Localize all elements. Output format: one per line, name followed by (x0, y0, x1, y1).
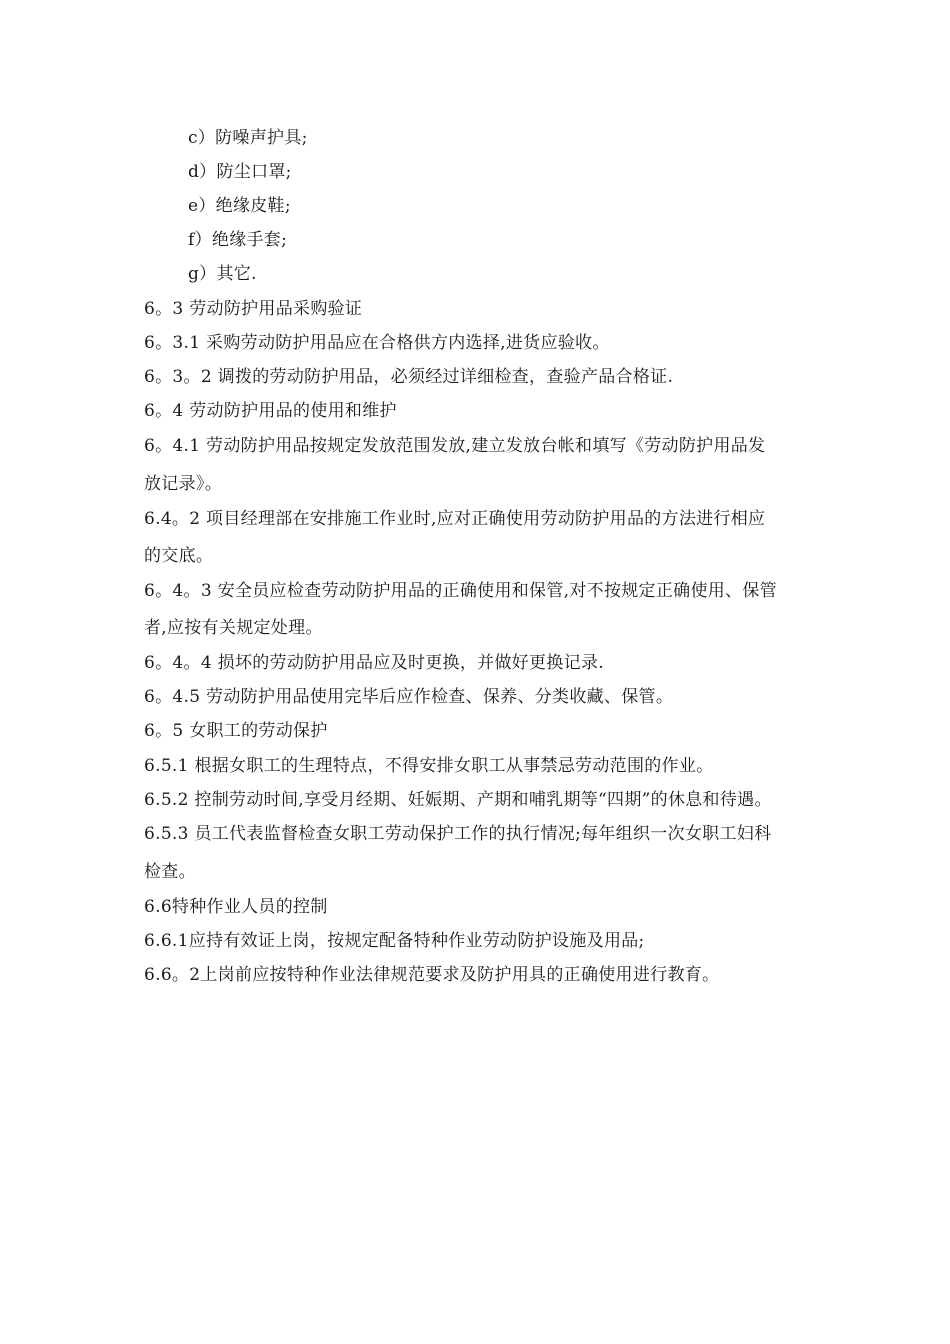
paragraph-6-4-4: 6。4。4 损坏的劳动防护用品应及时更换，并做好更换记录. (144, 653, 604, 673)
paragraph-6-5-1: 6.5.1 根据女职工的生理特点，不得安排女职工从事禁忌劳动范围的作业。 (144, 756, 714, 776)
list-item-g: g）其它. (188, 264, 257, 284)
paragraph-6-4-1-cont: 放记录》。 (144, 474, 222, 494)
paragraph-6-5-3-cont: 检查。 (144, 862, 196, 882)
section-heading-6-3: 6。3 劳动防护用品采购验证 (144, 299, 363, 319)
paragraph-6-6-2: 6.6。2上岗前应按特种作业法律规范要求及防护用具的正确使用进行教育。 (144, 965, 720, 985)
paragraph-6-5-2: 6.5.2 控制劳动时间,享受月经期、妊娠期、产期和哺乳期等“四期”的休息和待遇。 (144, 790, 772, 810)
paragraph-6-4-2: 6.4。2 项目经理部在安排施工作业时,应对正确使用劳动防护用品的方法进行相应 (144, 509, 766, 529)
section-heading-6-6: 6.6特种作业人员的控制 (144, 897, 328, 917)
paragraph-6-3-1: 6。3.1 采购劳动防护用品应在合格供方内选择,进货应验收。 (144, 333, 610, 353)
list-item-f: f）绝缘手套; (188, 230, 288, 250)
list-item-e: e）绝缘皮鞋; (188, 196, 291, 216)
section-heading-6-4: 6。4 劳动防护用品的使用和维护 (144, 401, 397, 421)
paragraph-6-4-1: 6。4.1 劳动防护用品按规定发放范围发放,建立发放台帐和填写《劳动防护用品发 (144, 436, 766, 456)
paragraph-6-4-3-cont: 者,应按有关规定处理。 (144, 618, 323, 638)
paragraph-6-4-2-cont: 的交底。 (144, 546, 214, 566)
paragraph-6-6-1: 6.6.1应持有效证上岗，按规定配备特种作业劳动防护设施及用品; (144, 931, 645, 951)
section-heading-6-5: 6。5 女职工的劳动保护 (144, 721, 328, 741)
list-item-d: d）防尘口罩; (188, 162, 292, 182)
paragraph-6-3-2: 6。3。2 调拨的劳动防护用品，必须经过详细检查，查验产品合格证. (144, 367, 674, 387)
paragraph-6-4-3: 6。4。3 安全员应检查劳动防护用品的正确使用和保管,对不按规定正确使用、保管 (144, 581, 777, 601)
paragraph-6-5-3: 6.5.3 员工代表监督检查女职工劳动保护工作的执行情况;每年组织一次女职工妇科 (144, 824, 772, 844)
paragraph-6-4-5: 6。4.5 劳动防护用品使用完毕后应作检查、保养、分类收藏、保管。 (144, 687, 674, 707)
list-item-c: c）防噪声护具; (188, 128, 308, 148)
